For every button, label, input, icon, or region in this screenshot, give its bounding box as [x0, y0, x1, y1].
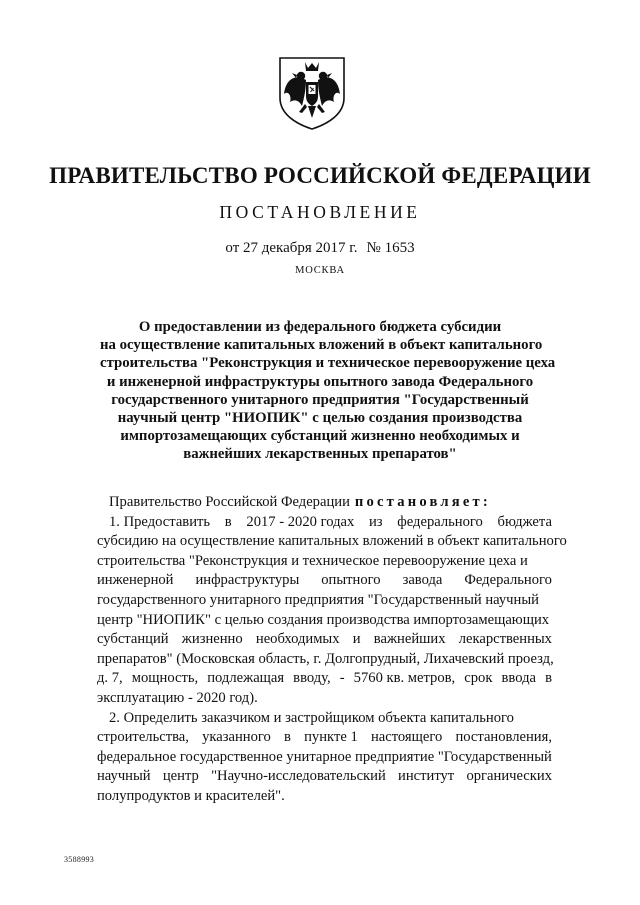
- text-line: [97, 611, 552, 631]
- text-word: препаратов" (Московская область, г. Долгопрудный, Лихачевский проезд,: [97, 650, 554, 667]
- text-line: [97, 532, 567, 552]
- text-word: строительства,: [97, 729, 189, 746]
- text-word: д. 7,: [97, 670, 123, 687]
- paragraph-2-last-line: полупродуктов и красителей".: [97, 787, 285, 804]
- document-body: [97, 493, 567, 807]
- text-word: опытного: [321, 572, 381, 589]
- text-word: институт: [398, 768, 455, 785]
- document-date-line: [0, 240, 640, 257]
- text-line: [97, 709, 552, 729]
- text-word: настоящего: [370, 729, 443, 746]
- subject-line: импортозамещающих субстанций жизненно необходимых и: [120, 428, 520, 445]
- text-word: Федерального: [464, 572, 552, 589]
- paragraph-1-last-line: эксплуатацию - 2020 год).: [97, 689, 258, 706]
- text-word: ввода: [501, 670, 536, 687]
- text-word: срок: [464, 670, 493, 687]
- paragraph-2: [97, 709, 552, 787]
- text-word: -: [339, 670, 345, 687]
- text-word: 2017 - 2020 годах: [246, 513, 355, 530]
- text-word: в: [284, 729, 291, 746]
- subject-line: и инженерной инфраструктуры опытного завода Федерального: [106, 373, 534, 390]
- subject-line: государственного унитарного предприятия "Государственный: [111, 391, 529, 408]
- text-line: [97, 513, 552, 533]
- text-word: инфраструктуры: [195, 572, 300, 589]
- text-word: "Научно-исследовательский: [211, 768, 386, 785]
- intro-text: Правительство Российской Федерации: [109, 494, 350, 510]
- text-word: 2. Определить заказчиком и застройщиком объекта капитального: [109, 709, 514, 726]
- text-word: органических: [466, 768, 552, 785]
- text-word: вводу,: [293, 670, 331, 687]
- subject-line: важнейших лекарственных препаратов": [183, 446, 457, 463]
- text-word: государственного унитарного предприятия "Государственный научный: [97, 591, 539, 608]
- subject-line: О предоставлении из федерального бюджета субсидии: [138, 319, 502, 335]
- intro-decree-word: постановляет:: [354, 494, 491, 510]
- text-line: [97, 630, 552, 650]
- text-word: важнейших: [373, 631, 446, 648]
- text-word: подлежащая: [207, 670, 285, 687]
- paragraph-1: [97, 513, 567, 689]
- subject-line: строительства "Реконструкция и техническое перевооружение цеха: [100, 355, 556, 372]
- text-line: [97, 728, 552, 748]
- text-word: мощность,: [131, 670, 199, 687]
- text-line: [97, 669, 552, 689]
- text-word: лекарственных: [458, 631, 552, 648]
- text-word: субстанций: [97, 631, 169, 648]
- text-word: строительства "Реконструкция и техническое перевооружение цеха и: [97, 552, 528, 569]
- document-code: 3588993: [64, 855, 95, 864]
- coat-of-arms-icon: [272, 52, 352, 132]
- text-word: из: [369, 513, 383, 530]
- text-word: центр: [162, 768, 199, 785]
- text-word: указанного: [202, 729, 271, 746]
- text-word: необходимых: [255, 631, 340, 648]
- text-line: [97, 591, 552, 611]
- document-date: от 27 декабря 2017 г.: [225, 240, 358, 256]
- text-word: пункте 1: [304, 729, 358, 746]
- document-subject: [100, 318, 556, 464]
- document-city: МОСКВА: [295, 265, 345, 276]
- text-word: жизненно: [181, 631, 243, 648]
- government-title: ПРАВИТЕЛЬСТВО РОССИЙСКОЙ ФЕДЕРАЦИИ: [49, 163, 591, 188]
- document-type: ПОСТАНОВЛЕНИЕ: [219, 202, 421, 222]
- text-word: 1. Предоставить: [109, 513, 211, 530]
- text-word: научный: [97, 768, 151, 785]
- text-line: [97, 552, 552, 572]
- intro-line: [97, 493, 552, 513]
- text-word: инженерной: [97, 572, 174, 589]
- text-line: [97, 571, 552, 591]
- text-word: бюджета: [497, 513, 552, 530]
- text-word: центр "НИОПИК" с целью создания производства импортозамещающих: [97, 611, 550, 628]
- text-word: в: [545, 670, 552, 687]
- text-word: завода: [402, 572, 443, 589]
- subject-line: на осуществление капитальных вложений в объект капитального: [100, 337, 543, 354]
- subject-line: научный центр "НИОПИК" с целью создания производства: [117, 410, 523, 427]
- text-word: федеральное государственное унитарное предприятие "Государственный: [97, 748, 552, 765]
- document-number: № 1653: [366, 240, 415, 256]
- text-word: и: [352, 631, 361, 648]
- text-line: [97, 767, 552, 787]
- text-word: постановления,: [455, 729, 552, 746]
- text-word: федерального: [397, 513, 483, 530]
- text-word: субсидию на осуществление капитальных вложений в объект капитального: [97, 533, 567, 550]
- text-word: в: [224, 513, 232, 530]
- text-word: 5760 кв. метров,: [353, 670, 456, 687]
- text-line: [97, 650, 552, 670]
- text-line: [97, 748, 552, 768]
